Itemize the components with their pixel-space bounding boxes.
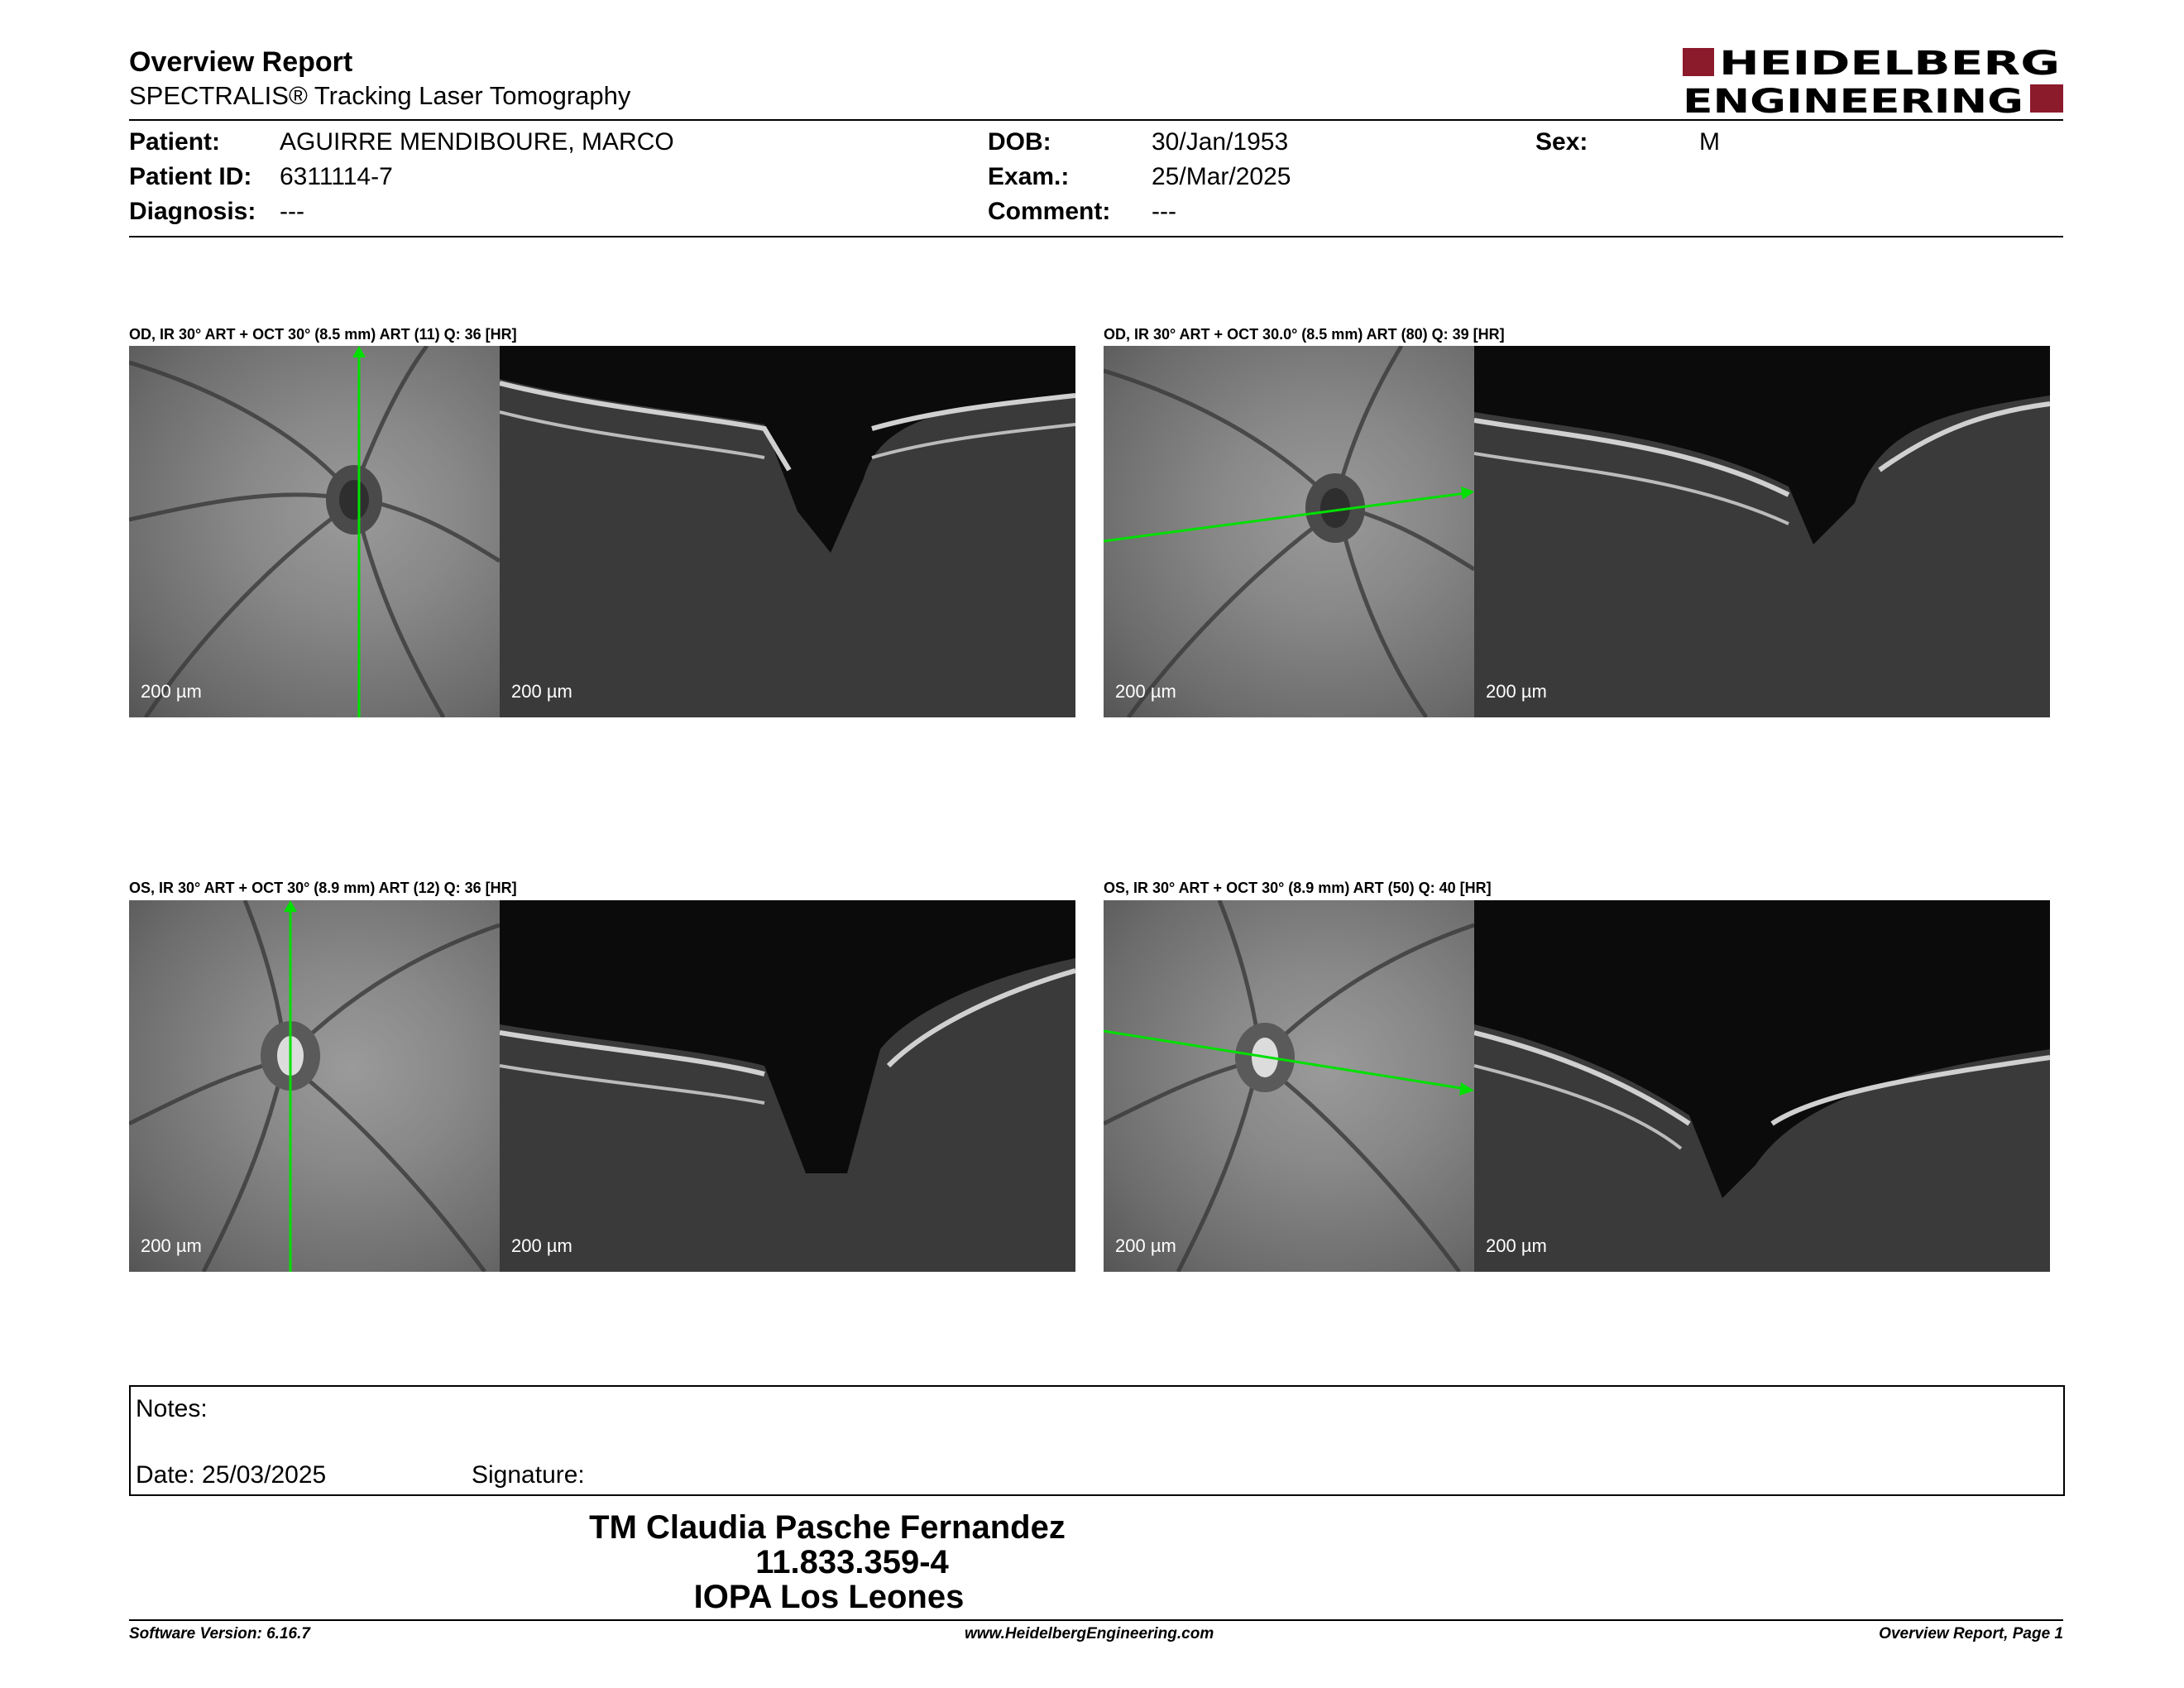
oct-scale-od-1: 200 µm bbox=[511, 681, 572, 702]
header-divider bbox=[129, 119, 2063, 121]
report-subtitle: SPECTRALIS® Tracking Laser Tomography bbox=[129, 81, 631, 110]
fundus-scale-od-2: 200 µm bbox=[1115, 681, 1176, 702]
patient-id: 6311114-7 bbox=[280, 163, 393, 190]
oct-scan-os-1 bbox=[500, 900, 1075, 1272]
software-version: Software Version: 6.16.7 bbox=[129, 1625, 310, 1642]
logo-line1: HEIDELBERG bbox=[1719, 46, 2060, 83]
fundus-image-od-1 bbox=[129, 346, 500, 717]
fundus-scale-os-1: 200 µm bbox=[141, 1235, 202, 1256]
sex-label: Sex: bbox=[1535, 128, 1588, 156]
oct-scale-os-2: 200 µm bbox=[1486, 1235, 1547, 1256]
logo-line2: ENGINEERING bbox=[1683, 83, 2024, 116]
notes-date: Date: 25/03/2025 bbox=[136, 1461, 327, 1489]
oct-scan-od-2 bbox=[1474, 346, 2050, 717]
patient-divider bbox=[129, 236, 2063, 237]
comment-value: --- bbox=[1152, 198, 1176, 225]
report-title: Overview Report bbox=[129, 46, 353, 78]
page-label: Overview Report, Page 1 bbox=[1879, 1625, 2063, 1642]
notes-box bbox=[129, 1385, 2065, 1496]
footer-divider bbox=[129, 1619, 2063, 1621]
website-link[interactable]: www.HeidelbergEngineering.com bbox=[965, 1625, 1214, 1642]
fundus-image-os-2 bbox=[1104, 900, 1474, 1272]
fundus-image-od-2 bbox=[1104, 346, 1474, 717]
oct-scale-od-2: 200 µm bbox=[1486, 681, 1547, 702]
comment-label: Comment: bbox=[988, 198, 1111, 225]
heidelberg-logo bbox=[1683, 46, 2063, 116]
fundus-image-os-1 bbox=[129, 900, 500, 1272]
dob-value: 30/Jan/1953 bbox=[1152, 128, 1289, 156]
oct-scan-os-2 bbox=[1474, 900, 2050, 1272]
signature-label: Signature: bbox=[472, 1461, 585, 1489]
panel-title-od-2: OD, IR 30° ART + OCT 30.0° (8.5 mm) ART (80) Q: 39 [HR] bbox=[1104, 326, 1505, 343]
panel-title-od-1: OD, IR 30° ART + OCT 30° (8.5 mm) ART (11) Q: 36 [HR] bbox=[129, 326, 517, 343]
notes-label: Notes: bbox=[136, 1395, 208, 1422]
oct-scan-od-1 bbox=[500, 346, 1075, 717]
diagnosis-label: Diagnosis: bbox=[129, 198, 256, 225]
fundus-scale-os-2: 200 µm bbox=[1115, 1235, 1176, 1256]
dob-label: DOB: bbox=[988, 128, 1051, 156]
signer-institution: IOPA Los Leones bbox=[693, 1579, 965, 1615]
panel-title-os-2: OS, IR 30° ART + OCT 30° (8.9 mm) ART (50) Q: 40 [HR] bbox=[1104, 880, 1492, 896]
panel-title-os-1: OS, IR 30° ART + OCT 30° (8.9 mm) ART (12) Q: 36 [HR] bbox=[129, 880, 517, 896]
patient-name: AGUIRRE MENDIBOURE, MARCO bbox=[280, 128, 674, 156]
signer-name: TM Claudia Pasche Fernandez bbox=[589, 1509, 1066, 1546]
diagnosis-value: --- bbox=[280, 198, 304, 225]
oct-scale-os-1: 200 µm bbox=[511, 1235, 572, 1256]
patient-id-label: Patient ID: bbox=[129, 163, 252, 190]
exam-value: 25/Mar/2025 bbox=[1152, 163, 1291, 190]
patient-label: Patient: bbox=[129, 128, 221, 156]
sex-value: M bbox=[1699, 128, 1720, 156]
fundus-scale-od-1: 200 µm bbox=[141, 681, 202, 702]
exam-label: Exam.: bbox=[988, 163, 1070, 190]
signer-id: 11.833.359-4 bbox=[755, 1544, 949, 1580]
